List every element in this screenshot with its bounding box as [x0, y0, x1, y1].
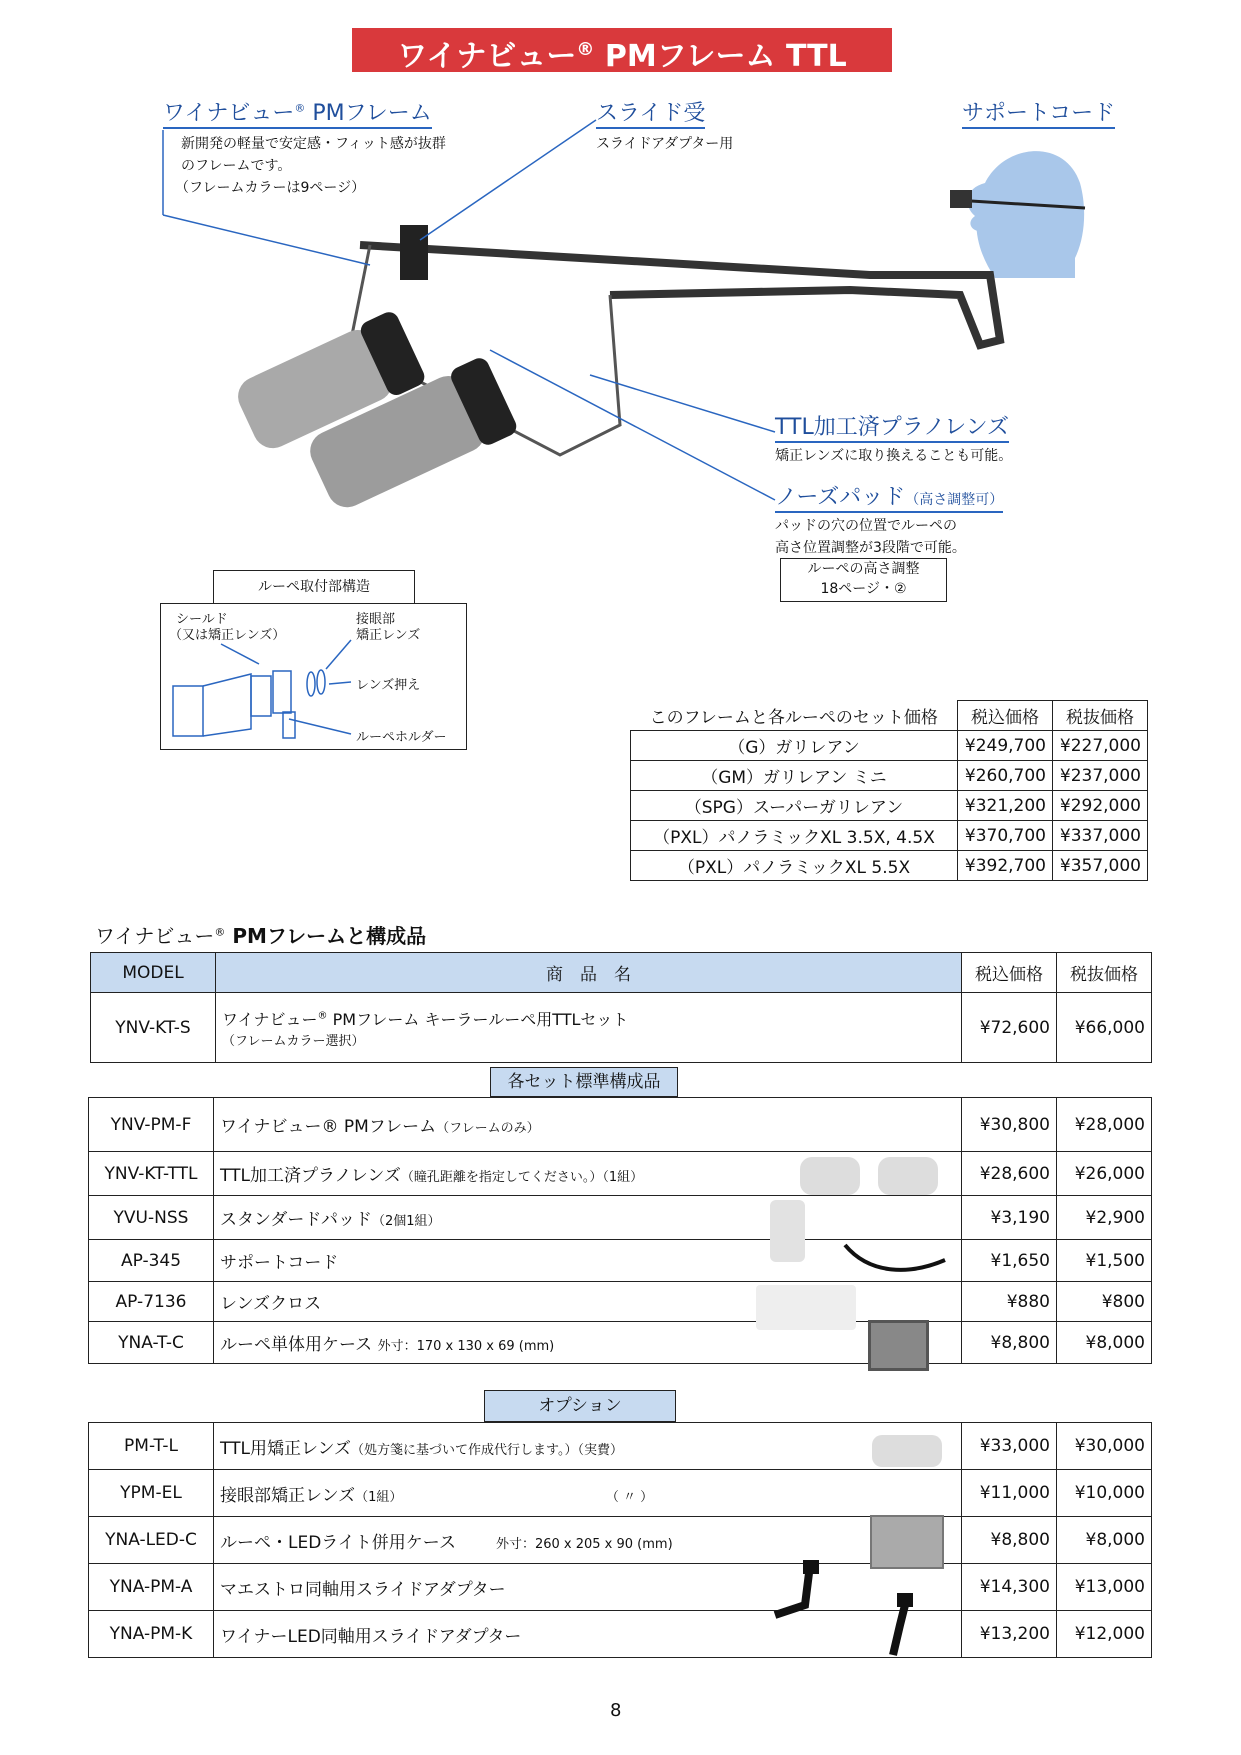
row-model: YVU-NSS — [89, 1196, 214, 1240]
loupe-diagram-drawing — [161, 604, 466, 749]
row-tax-ex: ¥13,000 — [1057, 1564, 1152, 1611]
pad-photo — [770, 1200, 805, 1262]
header-model: MODEL — [91, 953, 216, 993]
row-tax-in: ¥11,000 — [962, 1470, 1057, 1517]
row-model: YNV-KT-S — [91, 993, 216, 1063]
label-shield: シールド — [176, 612, 228, 627]
table-row — [89, 1611, 1152, 1658]
set-price-table — [630, 700, 1148, 881]
row-tax-in: ¥33,000 — [962, 1423, 1057, 1470]
callout-leader-lines — [0, 0, 1241, 560]
callout-slide-line: スライドアダプター用 — [596, 136, 734, 152]
lens-photo — [878, 1157, 938, 1195]
height-adjust-box — [780, 558, 947, 602]
set-price-row — [631, 731, 1148, 761]
case-photo — [868, 1320, 929, 1371]
lens-photo — [800, 1157, 860, 1195]
set-price-header-tax-ex: 税抜価格 — [1053, 701, 1148, 731]
table-row — [89, 1196, 1152, 1240]
table-row — [89, 1564, 1152, 1611]
row-name: サポートコード — [214, 1240, 962, 1282]
row-name: 接眼部矯正レンズ（1組） （ 〃 ） — [214, 1470, 962, 1517]
callout-cord-title: サポートコード — [962, 96, 1115, 129]
row-product-name: ワイナビュー® PMフレーム キーラールーペ用TTLセット （フレームカラー選択） — [216, 993, 962, 1063]
loupe-diagram — [160, 603, 467, 750]
row-name: ワイナーLED同軸用スライドアダプター — [214, 1611, 962, 1658]
row-tax-in: ¥14,300 — [962, 1564, 1057, 1611]
options-tag: オプション — [484, 1390, 676, 1422]
row-name: TTL用矯正レンズ（処方箋に基づいて作成代行します。）（実費） — [214, 1423, 962, 1470]
row-name: スタンダードパッド（2個1組） — [214, 1196, 962, 1240]
set-price-tax-in: ¥260,700 — [958, 761, 1053, 791]
callout-nose-title: ノーズパッド（高さ調整可） — [775, 480, 1003, 513]
set-price-name: （GM）ガリレアン ミニ — [631, 761, 958, 791]
callout-frame-line-3: （フレームカラーは9ページ） — [175, 180, 366, 196]
row-tax-ex: ¥800 — [1057, 1282, 1152, 1322]
row-tax-ex: ¥30,000 — [1057, 1423, 1152, 1470]
row-tax-ex: ¥26,000 — [1057, 1152, 1152, 1196]
components-table — [88, 1097, 1152, 1364]
row-tax-in: ¥3,190 — [962, 1196, 1057, 1240]
set-price-tax-ex: ¥292,000 — [1053, 791, 1148, 821]
row-tax-in: ¥8,800 — [962, 1517, 1057, 1564]
section-title: ワイナビュー® PMフレームと構成品 — [95, 924, 427, 948]
label-lens-holder: レンズ押え — [356, 678, 421, 693]
row-model: YNA-LED-C — [89, 1517, 214, 1564]
set-price-tax-ex: ¥357,000 — [1053, 851, 1148, 881]
row-tax-ex: ¥66,000 — [1057, 993, 1152, 1063]
header-product-name: 商 品 名 — [216, 953, 962, 993]
row-model: YNA-PM-A — [89, 1564, 214, 1611]
callout-lens-title: TTL加工済プラノレンズ — [775, 410, 1009, 443]
row-tax-in: ¥28,600 — [962, 1152, 1057, 1196]
row-model: AP-345 — [89, 1240, 214, 1282]
row-tax-in: ¥1,650 — [962, 1240, 1057, 1282]
row-model: YNA-PM-K — [89, 1611, 214, 1658]
loupe-diagram-title: ルーペ取付部構造 — [213, 570, 415, 604]
options-table — [88, 1422, 1152, 1658]
row-tax-ex: ¥12,000 — [1057, 1611, 1152, 1658]
row-name: レンズクロス — [214, 1282, 962, 1322]
label-eye-sub: 矯正レンズ — [356, 628, 421, 643]
set-price-name: （SPG）スーパーガリレアン — [631, 791, 958, 821]
height-adjust-line-1: ルーペの高さ調整 — [807, 561, 920, 577]
row-model: YNV-KT-TTL — [89, 1152, 214, 1196]
label-holder: ルーペホルダー — [356, 730, 447, 745]
set-price-row — [631, 851, 1148, 881]
table-row — [89, 1240, 1152, 1282]
row-tax-ex: ¥1,500 — [1057, 1240, 1152, 1282]
set-price-tax-ex: ¥237,000 — [1053, 761, 1148, 791]
page-banner: ワイナビュー® PMフレーム TTL — [352, 28, 892, 72]
row-tax-ex: ¥8,000 — [1057, 1322, 1152, 1364]
header-tax-ex: 税抜価格 — [1057, 953, 1152, 993]
row-tax-in: ¥13,200 — [962, 1611, 1057, 1658]
set-price-name: （PXL）パノラミックXL 3.5X, 4.5X — [631, 821, 958, 851]
set-price-name: （PXL）パノラミックXL 5.5X — [631, 851, 958, 881]
callout-frame-title: ワイナビュー® PMフレーム — [163, 96, 432, 129]
height-adjust-line-2: 18ページ・② — [820, 581, 907, 597]
callout-nose-line-1: パッドの穴の位置でルーペの — [775, 518, 957, 534]
set-price-tax-in: ¥249,700 — [958, 731, 1053, 761]
callout-lens — [775, 410, 1012, 467]
set-price-row — [631, 761, 1148, 791]
page-number: 8 — [610, 1700, 622, 1721]
callout-frame-line-1: 新開発の軽量で安定感・フィット感が抜群 — [181, 136, 446, 152]
row-name: ルーペ単体用ケース 外寸：170 x 130 x 69 (mm) — [214, 1322, 962, 1364]
row-model: YPM-EL — [89, 1470, 214, 1517]
table-row — [89, 1517, 1152, 1564]
table-row — [89, 1282, 1152, 1322]
table-row — [89, 1322, 1152, 1364]
row-tax-in: ¥72,600 — [962, 993, 1057, 1063]
set-price-tax-in: ¥392,700 — [958, 851, 1053, 881]
row-tax-ex: ¥28,000 — [1057, 1098, 1152, 1152]
label-eye: 接眼部 — [356, 612, 396, 627]
table-row — [89, 1098, 1152, 1152]
set-price-tax-in: ¥370,700 — [958, 821, 1053, 851]
set-price-row — [631, 821, 1148, 851]
row-model: PM-T-L — [89, 1423, 214, 1470]
components-tag: 各セット標準構成品 — [490, 1067, 678, 1097]
table-row — [89, 1470, 1152, 1517]
row-tax-in: ¥30,800 — [962, 1098, 1057, 1152]
cord-photo — [840, 1240, 950, 1290]
set-price-header-tax-in: 税込価格 — [958, 701, 1053, 731]
row-name: TTL加工済プラノレンズ（瞳孔距離を指定してください。）（1組） — [214, 1152, 962, 1196]
table-row — [91, 993, 1152, 1063]
row-model: YNA-T-C — [89, 1322, 214, 1364]
row-tax-ex: ¥2,900 — [1057, 1196, 1152, 1240]
row-tax-ex: ¥10,000 — [1057, 1470, 1152, 1517]
table-row — [89, 1423, 1152, 1470]
set-price-tax-ex: ¥227,000 — [1053, 731, 1148, 761]
row-name: ルーペ・LEDライト併用ケース 外寸：260 x 205 x 90 (mm) — [214, 1517, 962, 1564]
row-model: YNV-PM-F — [89, 1098, 214, 1152]
row-model: AP-7136 — [89, 1282, 214, 1322]
callout-slide-title: スライド受 — [596, 96, 705, 129]
row-tax-in: ¥880 — [962, 1282, 1057, 1322]
header-tax-in: 税込価格 — [962, 953, 1057, 993]
label-shield-sub: （又は矯正レンズ） — [169, 628, 286, 643]
row-tax-ex: ¥8,000 — [1057, 1517, 1152, 1564]
slide-adapter-photo — [765, 1555, 945, 1665]
row-tax-in: ¥8,800 — [962, 1322, 1057, 1364]
callout-nose-line-2: 高さ位置調整が3段階で可能。 — [775, 540, 966, 556]
callout-frame-line-2: のフレームです。 — [181, 158, 292, 174]
main-product-table — [90, 952, 1152, 1063]
set-price-tax-in: ¥321,200 — [958, 791, 1053, 821]
set-price-name: （G）ガリレアン — [631, 731, 958, 761]
row-name: マエストロ同軸用スライドアダプター — [214, 1564, 962, 1611]
set-price-row — [631, 791, 1148, 821]
correction-lens-photo — [872, 1435, 942, 1467]
callout-lens-line: 矯正レンズに取り換えることも可能。 — [775, 448, 1013, 464]
table-row — [89, 1152, 1152, 1196]
cloth-photo — [756, 1285, 856, 1330]
callout-nose — [775, 480, 1003, 559]
set-price-header: このフレームと各ルーペのセット価格 — [631, 701, 958, 731]
set-price-tax-ex: ¥337,000 — [1053, 821, 1148, 851]
row-name: ワイナビュー® PMフレーム（フレームのみ） — [214, 1098, 962, 1152]
